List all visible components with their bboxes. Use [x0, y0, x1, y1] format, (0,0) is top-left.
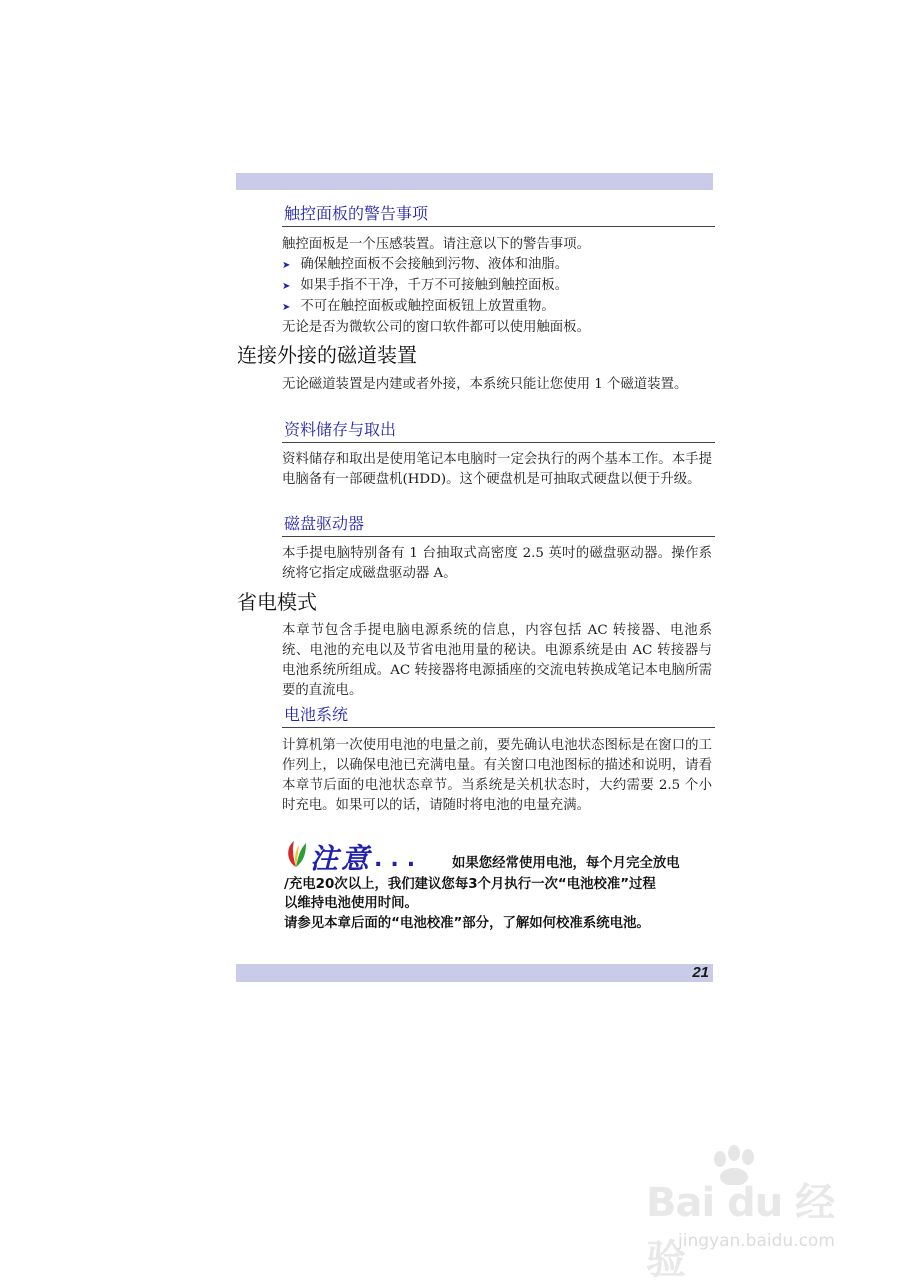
watermark-logo: Bai du 经验	[646, 1180, 835, 1283]
leaf-icon	[284, 839, 308, 869]
note-label: 注意	[310, 842, 373, 875]
drive-heading: 磁盘驱动器	[282, 513, 715, 537]
power-section-title: 省电模式	[237, 590, 317, 614]
footer-band	[236, 964, 713, 982]
battery-heading: 电池系统	[282, 704, 715, 728]
watermark-url: jingyan.baidu.com	[678, 1231, 835, 1251]
touchpad-closing: 无论是否为微软公司的窗口软件都可以使用触面板。	[282, 320, 590, 335]
power-body: 本章节包含手提电脑电源系统的信息，内容包括 AC 转接器、电池系统、电池的充电以及节省电池用量的秘诀。电源系统是由 AC 转接器与电池系统所组成。AC 转接器将电源插座的交流电转换成笔记本电脑所需要的直流电。	[282, 623, 712, 698]
arrow-bullet-icon: ➤	[282, 302, 291, 313]
note-line-2: /充电20次以上，我们建议您每3个月执行一次“电池校准”过程	[284, 877, 656, 892]
storage-body: 资料储存和取出是使用笔记本电脑时一定会执行的两个基本工作。本手提电脑备有一部硬盘机(HDD)。这个硬盘机是可抽取式硬盘以便于升级。	[282, 452, 712, 487]
note-dots: ...	[374, 847, 424, 872]
watermark	[640, 1145, 870, 1283]
touchpad-intro: 触控面板是一个压感装置。请注意以下的警告事项。	[282, 237, 590, 252]
touchpad-warning-list	[282, 255, 712, 318]
drive-body: 本手提电脑特别备有 1 台抽取式高密度 2.5 英吋的磁盘驱动器。操作系统将它指定成磁盘驱动器 A。	[282, 546, 712, 581]
note-line-1: 如果您经常使用电池，每个月完全放电	[452, 856, 680, 871]
list-item: ➤ 如果手指不干净，千万不可接触到触控面板。	[282, 278, 569, 293]
list-item: ➤ 确保触控面板不会接触到污物、液体和油脂。	[282, 257, 569, 272]
note-line-3: 以维持电池使用时间。	[284, 896, 418, 911]
header-band	[236, 173, 713, 190]
disk-section-title: 连接外接的磁道装置	[237, 343, 417, 367]
list-item: ➤ 不可在触控面板或触控面板钮上放置重物。	[282, 299, 555, 314]
arrow-bullet-icon: ➤	[282, 260, 291, 271]
note-logo	[284, 837, 434, 875]
note-line-4: 请参见本章后面的“电池校准”部分，了解如何校准系统电池。	[284, 916, 650, 931]
touchpad-heading: 触控面板的警告事项	[282, 203, 715, 227]
arrow-bullet-icon: ➤	[282, 281, 291, 292]
page-number: 21	[692, 964, 709, 981]
disk-section-body: 无论磁道装置是内建或者外接，本系统只能让您使用 1 个磁道装置。	[282, 377, 688, 392]
battery-body: 计算机第一次使用电池的电量之前，要先确认电池状态图标是在窗口的工作列上，以确保电池已充满电量。有关窗口电池图标的描述和说明，请看本章节后面的电池状态章节。当系统是关机状态时，大约需要 2.5 个小时充电。如果可以的话，请随时将电池的电量充满。	[282, 738, 712, 813]
storage-heading: 资料储存与取出	[282, 419, 715, 443]
